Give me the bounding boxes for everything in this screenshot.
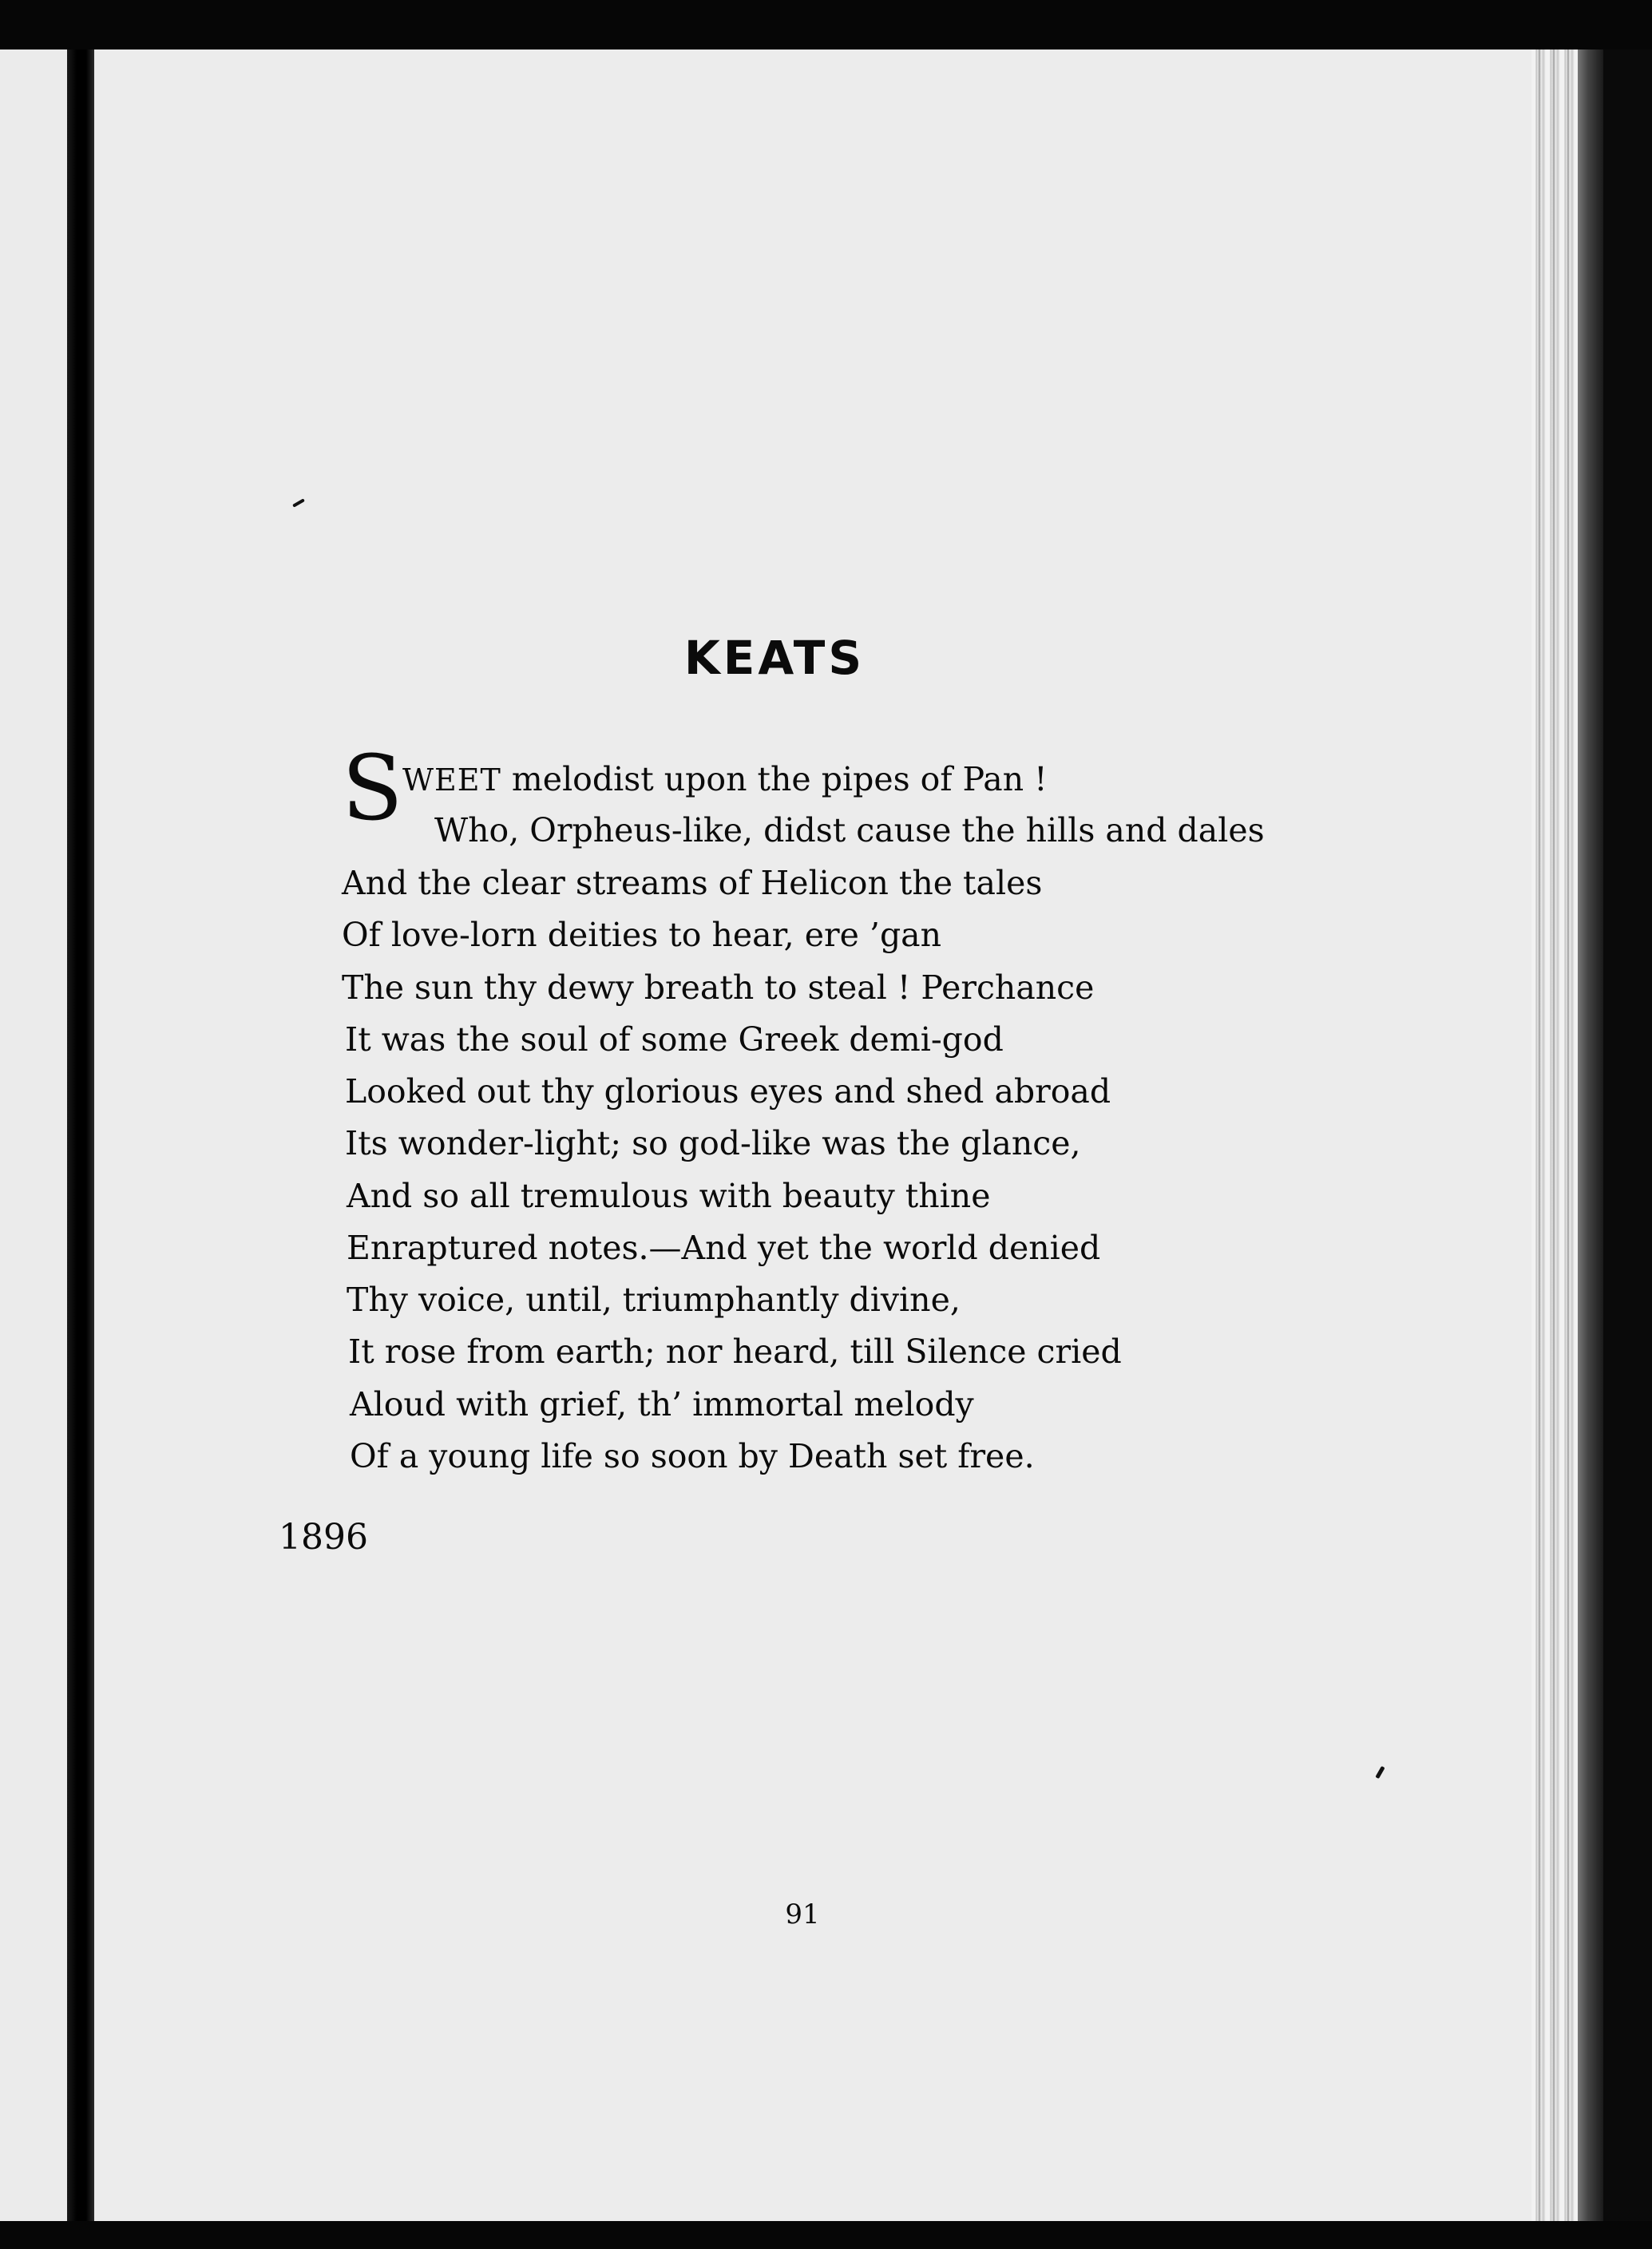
poem-line: And so all tremulous with beauty thine bbox=[347, 1177, 991, 1215]
scan-right-border bbox=[1603, 49, 1652, 2221]
poem-line: Who, Orpheus-like, didst cause the hills and dales bbox=[434, 811, 1265, 849]
poem-line: Looked out thy glorious eyes and shed abroad bbox=[345, 1072, 1111, 1111]
first-line-rest: melodist upon the pipes of Pan ! bbox=[501, 760, 1048, 798]
facing-page-edge bbox=[0, 49, 67, 2221]
poem-line: It rose from earth; nor heard, till Silence cried bbox=[348, 1332, 1122, 1371]
book-gutter bbox=[67, 49, 94, 2221]
poem-line: Of love-lorn deities to hear, ere ’gan bbox=[342, 916, 942, 954]
first-word-caps: WEET bbox=[402, 762, 501, 798]
poem-line: And the clear streams of Helicon the tales bbox=[342, 864, 1043, 902]
poem-line: Enraptured notes.—And yet the world denied bbox=[347, 1229, 1101, 1267]
poem-line: It was the soul of some Greek demi-god bbox=[345, 1020, 1004, 1059]
scan-top-border bbox=[0, 0, 1652, 49]
poem-line: Of a young life so soon by Death set free. bbox=[350, 1437, 1035, 1475]
page-edges bbox=[1531, 49, 1603, 2221]
poem-line: The sun thy dewy breath to steal ! Perchance bbox=[342, 968, 1095, 1007]
page-number: 91 bbox=[785, 1899, 820, 1930]
poem-line-1 bbox=[402, 760, 1048, 798]
poem-line: Its wonder-light; so god-like was the glance, bbox=[345, 1124, 1081, 1162]
poem-title: KEATS bbox=[683, 631, 866, 685]
poem-year: 1896 bbox=[279, 1517, 368, 1558]
poem-line: Aloud with grief, th’ immortal melody bbox=[350, 1385, 974, 1423]
drop-cap: S bbox=[342, 737, 403, 841]
poem-line: Thy voice, until, triumphantly divine, bbox=[347, 1281, 961, 1319]
scan-bottom-border bbox=[0, 2221, 1652, 2249]
